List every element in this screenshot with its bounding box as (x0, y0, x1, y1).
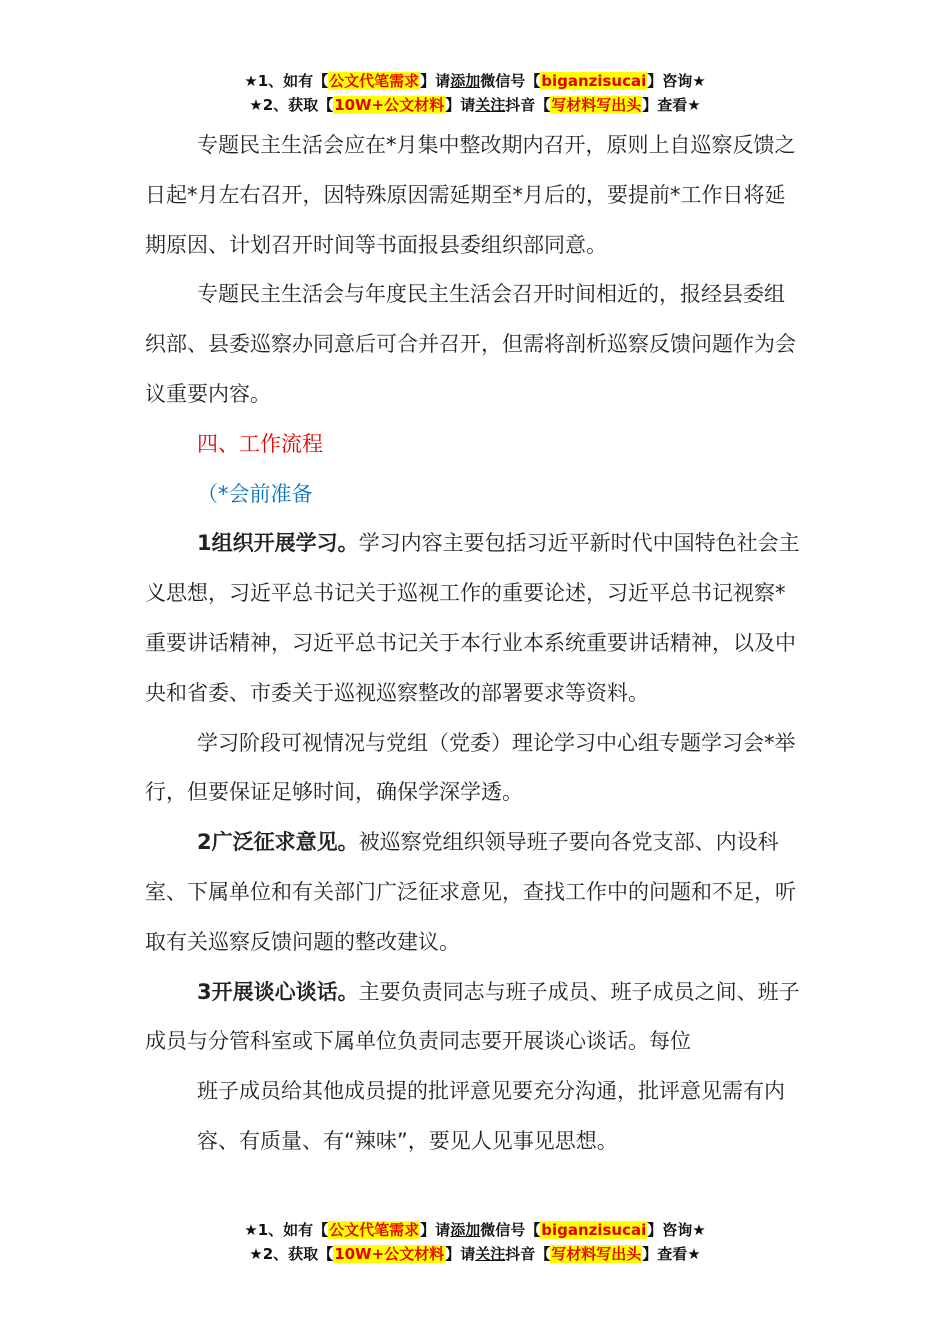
banner-text: 】请 (445, 96, 476, 114)
paragraph: 容、有质量、有“辣味”，要见人见事见思想。 (197, 1128, 618, 1153)
banner-text: 】咨询★ (647, 1221, 706, 1239)
banner-text: 】请 (420, 72, 451, 90)
banner-emphasis: 关注 (475, 1245, 506, 1263)
subsection-heading: （*会前准备 (197, 481, 313, 506)
paragraph-lead: 2广泛征求意见。 (197, 830, 359, 855)
banner-emphasis: 添加 (450, 72, 481, 90)
paragraph (145, 818, 805, 967)
paragraph-lead: 3开展谈心谈话。 (197, 979, 359, 1004)
top-banner-line-2 (0, 94, 950, 116)
top-banner-line-1 (0, 70, 950, 92)
paragraph: 专题民主生活会应在*月集中整改期内召开，原则上自巡察反馈之日起*月左右召开，因特殊原因需延期至*月后的，要提前*工作日将延期原因、计划召开时间等书面报县委组织部同意。 (145, 133, 796, 257)
banner-text: 抖音【 (505, 96, 551, 114)
document-body (145, 121, 805, 1167)
paragraph (145, 968, 805, 1068)
banner-text: 】请 (420, 1221, 451, 1239)
banner-text: 】请 (445, 1245, 476, 1263)
banner-highlight: 公文代笔需求 (329, 1221, 420, 1239)
paragraph: 专题民主生活会与年度民主生活会召开时间相近的，报经县委组织部、县委巡察办同意后可合并召开，但需将剖析巡察反馈问题作为会议重要内容。 (145, 282, 796, 406)
banner-highlight: biganzisucai (541, 1221, 647, 1239)
banner-text: 微信号【 (480, 1221, 541, 1239)
banner-highlight: biganzisucai (541, 72, 647, 90)
banner-text: ★2、获取【 (249, 1245, 334, 1263)
paragraph-lead: 1组织开展学习。 (197, 531, 359, 556)
paragraph-text: 主要负责同志与班子成员、班子成员之间、班子成员与分管科室或下属单位负责同志要开展谈心谈话。每位 (145, 979, 800, 1054)
banner-highlight: 写材料写出头 (551, 1245, 642, 1263)
banner-text: 微信号【 (480, 72, 541, 90)
paragraph (145, 519, 805, 718)
paragraph-text: 学习内容主要包括习近平新时代中国特色社会主义思想，习近平总书记关于巡视工作的重要论述，习近平总书记视察*重要讲话精神，习近平总书记关于本行业本系统重要讲话精神，以及中央和省委、市委关于巡视巡察整改的部署要求等资料。 (145, 531, 800, 705)
banner-text: ★2、获取【 (249, 96, 334, 114)
banner-text: 】咨询★ (647, 72, 706, 90)
banner-highlight: 写材料写出头 (551, 96, 642, 114)
paragraph-text: 被巡察党组织领导班子要向各党支部、内设科室、下属单位和有关部门广泛征求意见，查找工作中的问题和不足，听取有关巡察反馈问题的整改建议。 (145, 830, 796, 954)
banner-highlight: 10W+公文材料 (334, 1245, 445, 1263)
banner-text: ★1、如有【 (244, 72, 329, 90)
banner-emphasis: 关注 (475, 96, 506, 114)
paragraph: 班子成员给其他成员提的批评意见要充分沟通，批评意见需有内 (197, 1079, 785, 1104)
banner-text: 】查看★ (642, 1245, 701, 1263)
banner-highlight: 公文代笔需求 (329, 72, 420, 90)
banner-highlight: 10W+公文材料 (334, 96, 445, 114)
banner-text: 抖音【 (505, 1245, 551, 1263)
banner-emphasis: 添加 (450, 1221, 481, 1239)
banner-text: 】查看★ (642, 96, 701, 114)
banner-text: ★1、如有【 (244, 1221, 329, 1239)
section-heading: 四、工作流程 (197, 431, 323, 456)
bottom-banner-line-1 (0, 1219, 950, 1241)
bottom-banner-line-2 (0, 1243, 950, 1265)
paragraph: 学习阶段可视情况与党组（党委）理论学习中心组专题学习会*举行，但要保证足够时间，确保学深学透。 (145, 730, 796, 805)
